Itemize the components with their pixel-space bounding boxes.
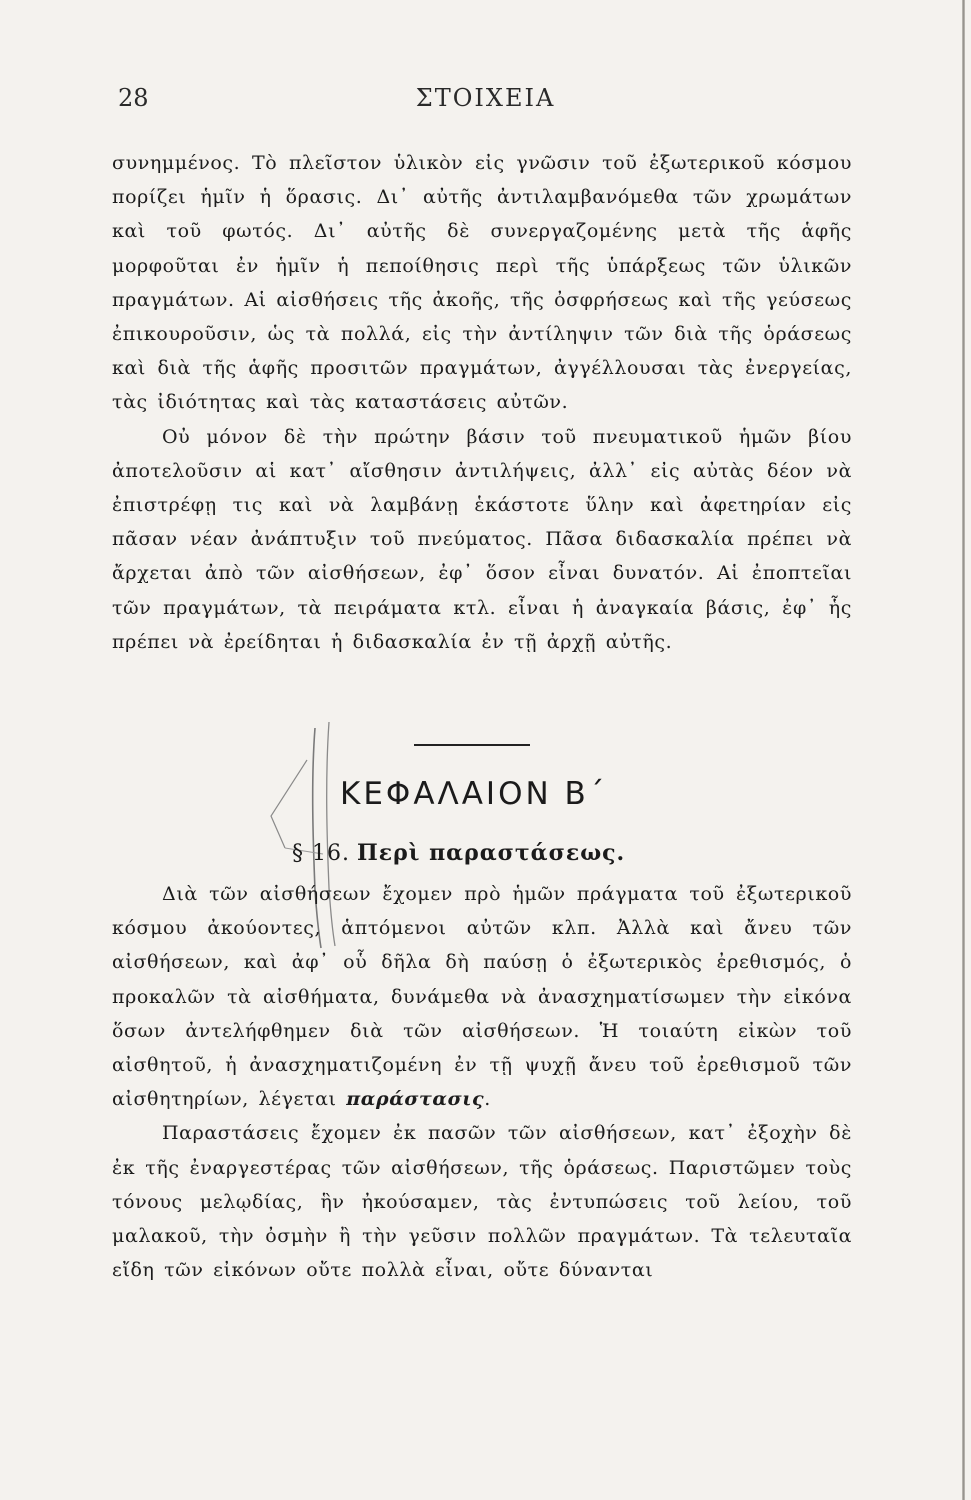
section-heading [292, 840, 625, 866]
page-number: 28 [118, 84, 149, 112]
paragraph: συνημμένος. Τὸ πλεῖστον ὑλικὸν εἰς γνῶσιν τοῦ ἐξωτερικοῦ κόσμου πορίζει ἡμῖν ἡ ὅρασις. Δι᾽ αὐτῆς ἀντιλαμβανόμεθα τῶν χρωμάτων καὶ τοῦ φωτός. Δι᾽ αὐτῆς δὲ συνεργαζομένης μετὰ τῆς ἁφῆς μορφοῦται ἐν ἡμῖν ἡ πεποίθησις περὶ τῆς ὑπάρξεως τῶν ὑλικῶν πραγμάτων. Αἱ αἰσθήσεις τῆς ἀκοῆς, τῆς ὀσφρήσεως καὶ τῆς γεύσεως ἐπικουροῦσιν, ὡς τὰ πολλά, εἰς τὴν ἀντίληψιν τῶν διὰ τῆς ὁράσεως καὶ διὰ τῆς ἁφῆς προσιτῶν πραγμάτων, ἀγγέλλουσαι τὰς ἐνεργείας, τὰς ἰδιότητας καὶ τὰς καταστάσεις αὐτῶν. [112, 152, 852, 414]
page-edge-shadow [962, 0, 965, 1500]
defined-term: παράστασις [346, 1088, 485, 1111]
running-head [118, 84, 853, 120]
running-title: ΣΤΟΙΧΕΙΑ [415, 84, 556, 112]
paragraph: Οὐ μόνον δὲ τὴν πρώτην βάσιν τοῦ πνευματικοῦ ἡμῶν βίου ἀποτελοῦσιν αἱ κατ᾽ αἴσθησιν ἀντιλήψεις, ἀλλ᾽ εἰς αὐτὰς δέον νὰ ἐπιστρέφῃ τις καὶ νὰ λαμβάνῃ ἑκάστοτε ὕλην καὶ ἀφετηρίαν εἰς πᾶσαν νέαν ἀνάπτυξιν τοῦ πνεύματος. Πᾶσα διδασκαλία πρέπει νὰ ἄρχεται ἀπὸ τῶν αἰσθήσεων, ἐφ᾽ ὅσον εἶναι δυνατόν. Αἱ ἐποπτεῖαι τῶν πραγμάτων, τὰ πειράματα κτλ. εἶναι ἡ ἀναγκαία βάσις, ἐφ᾽ ἧς πρέπει νὰ ἐρείδηται ἡ διδασκαλία ἐν τῇ ἀρχῇ αὐτῆς. [112, 425, 852, 653]
text-block-top [112, 146, 852, 659]
paragraph [112, 877, 852, 1116]
paragraph: Παραστάσεις ἔχομεν ἐκ πασῶν τῶν αἰσθήσεων, κατ᾽ ἐξοχὴν δὲ ἐκ τῆς ἐναργεστέρας τῶν αἰσθήσεων, τῆς ὁράσεως. Παριστῶμεν τοὺς τόνους μελῳδίας, ἣν ἠκούσαμεν, τὰς ἐντυπώσεις τοῦ λείου, τοῦ μαλακοῦ, τὴν ὀσμὴν ἢ τὴν γεῦσιν πολλῶν πραγμάτων. Τὰ τελευταῖα εἴδη τῶν εἰκόνων οὔτε πολλὰ εἶναι, οὔτε δύνανται [112, 1122, 852, 1282]
text-block-section [112, 877, 852, 1287]
paragraph-end-punctuation: . [484, 1088, 491, 1111]
chapter-heading: ΚΕΦΑΛΑΙΟΝ Β΄ [340, 776, 608, 812]
section-number: § 16. [292, 841, 350, 866]
section-title: Περὶ παραστάσεως. [356, 840, 626, 866]
section-divider-rule [414, 744, 530, 746]
paragraph-text: Διὰ τῶν αἰσθήσεων ἔχομεν πρὸ ἡμῶν πράγματα τοῦ ἐξωτερικοῦ κόσμου ἀκούοντες, ἁπτόμενοι αὐτῶν κλπ. Ἀλλὰ καὶ ἄνευ τῶν αἰσθήσεων, καὶ ἀφ᾽ οὗ δῆλα δὴ παύσῃ ὁ ἐξωτερικὸς ἐρεθισμός, ὁ προκαλῶν τὰ αἰσθήματα, δυνάμεθα νὰ ἀνασχηματίσωμεν τὴν εἰκόνα ὅσων ἀντελήφθημεν διὰ τῶν αἰσθήσεων. Ἡ τοιαύτη εἰκὼν τοῦ αἰσθητοῦ, ἡ ἀνασχηματιζομένη ἐν τῇ ψυχῇ ἄνευ τοῦ ἐρεθισμοῦ τῶν αἰσθητηρίων, λέγεται [112, 883, 852, 1111]
